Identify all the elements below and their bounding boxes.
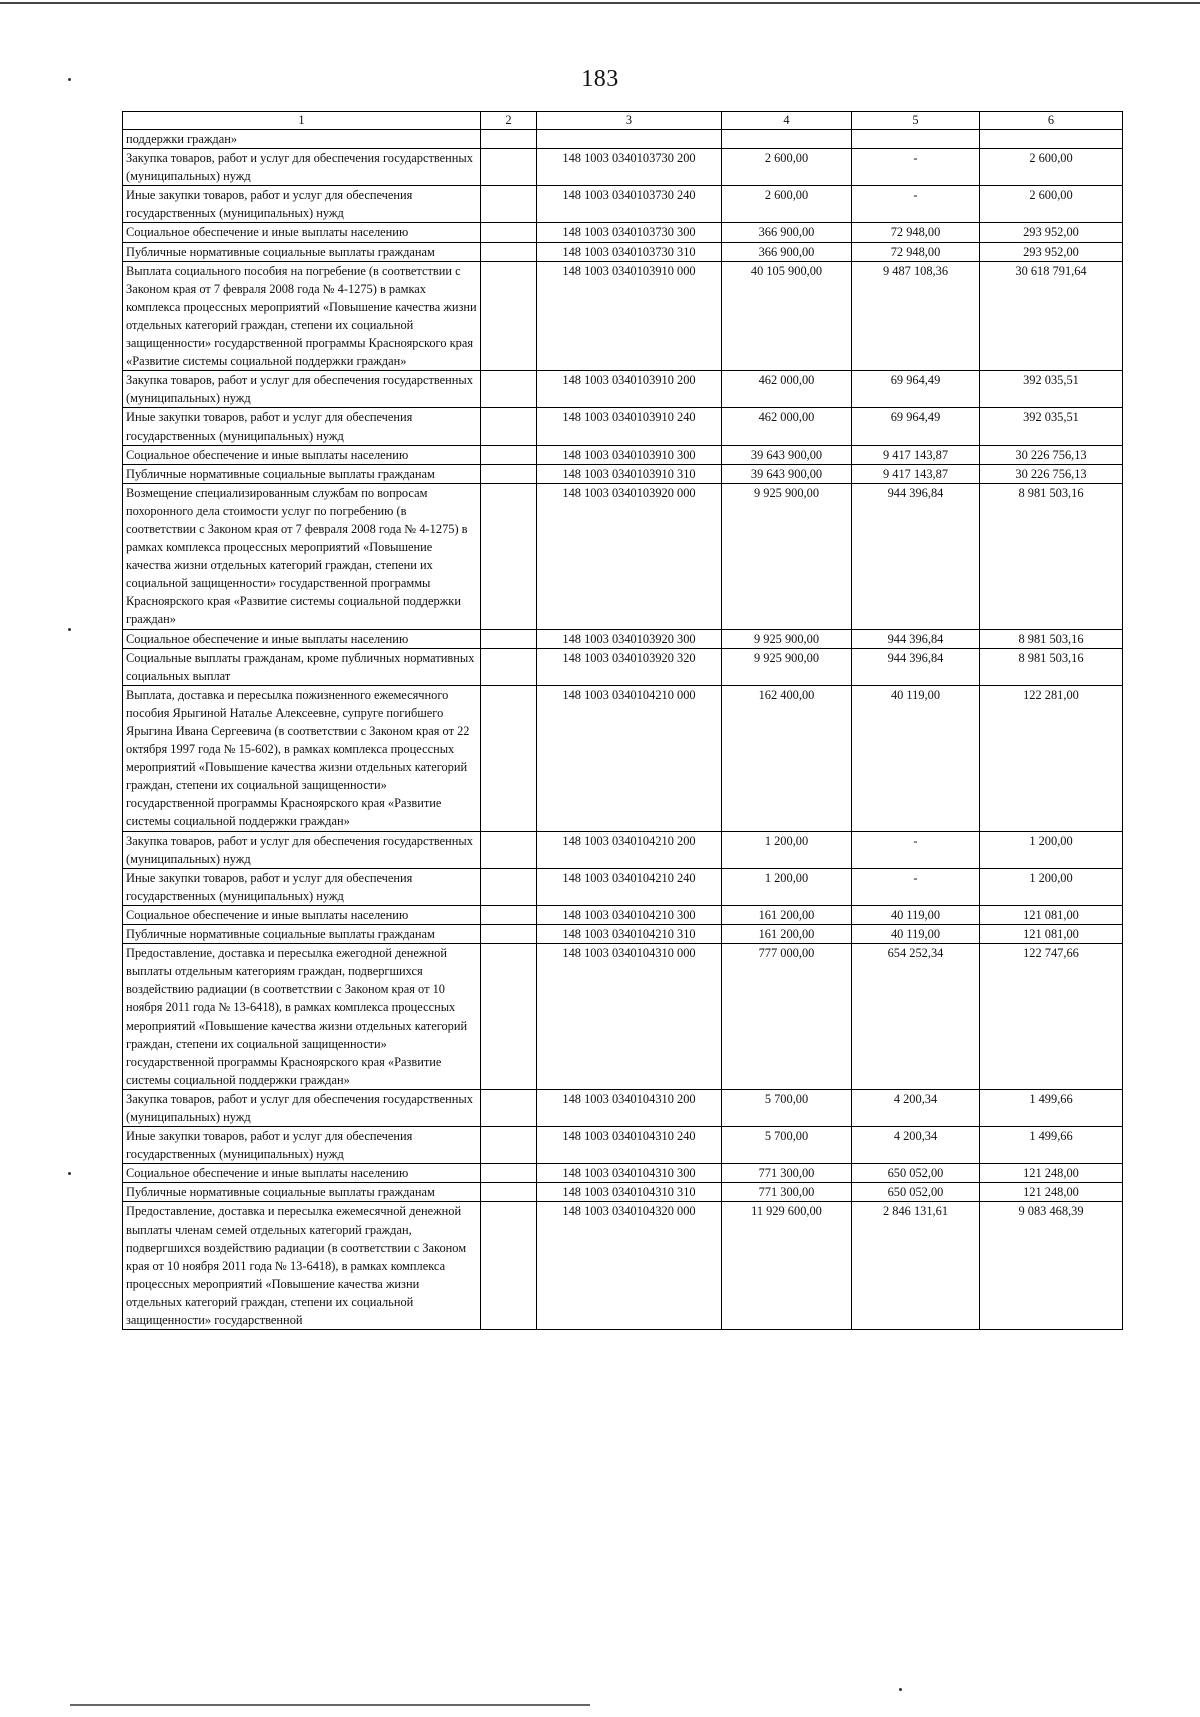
row-col6-cell: 293 952,00 — [980, 223, 1123, 242]
row-col4-cell: 366 900,00 — [722, 223, 852, 242]
header-cell-2: 2 — [481, 112, 537, 130]
row-col6-cell: 8 981 503,16 — [980, 648, 1123, 685]
row-col4-cell: 1 200,00 — [722, 831, 852, 868]
table-row — [123, 1183, 1123, 1202]
row-name-cell: Иные закупки товаров, работ и услуг для обеспечения государственных (муниципальных) нужд — [123, 408, 481, 445]
row-col5-cell: 40 119,00 — [852, 905, 980, 924]
table-row — [123, 130, 1123, 149]
row-name-cell: Предоставление, доставка и пересылка ежегодной денежной выплаты отдельным категориям граждан, подвергшихся воздействию радиации (в соответствии с Законом края от 10 ноября 2011 года № 13-6418), в рамках комплекса процессных мероприятий «Повышение качества жизни отдельных категорий граждан, степени их социальной защищенности» государственной программы Красноярского края «Развитие системы социальной поддержки граждан» — [123, 944, 481, 1090]
row-col5-cell: 40 119,00 — [852, 685, 980, 831]
row-col6-cell: 121 081,00 — [980, 905, 1123, 924]
row-col5-cell: - — [852, 186, 980, 223]
row-col5-cell: 40 119,00 — [852, 925, 980, 944]
row-name-cell: Социальное обеспечение и иные выплаты населению — [123, 223, 481, 242]
table-row — [123, 408, 1123, 445]
row-col2-cell — [481, 1183, 537, 1202]
row-col4-cell: 1 200,00 — [722, 868, 852, 905]
scan-speck — [68, 1172, 71, 1175]
header-cell-1: 1 — [123, 112, 481, 130]
row-col5-cell: 9 487 108,36 — [852, 261, 980, 371]
row-col2-cell — [481, 261, 537, 371]
row-col5-cell: 944 396,84 — [852, 483, 980, 629]
table-row — [123, 944, 1123, 1090]
row-col6-cell: 30 618 791,64 — [980, 261, 1123, 371]
table-row — [123, 483, 1123, 629]
row-col2-cell — [481, 1202, 537, 1330]
row-name-cell: Возмещение специализированным службам по вопросам похоронного дела стоимости услуг по погребению (в соответствии с Законом края от 7 февраля 2008 года № 4-1275) в рамках комплекса процессных мероприятий «Повышение качества жизни отдельных категорий граждан, степени их социальной защищенности» государственной программы Красноярского края «Развитие системы социальной поддержки граждан» — [123, 483, 481, 629]
row-col4-cell: 9 925 900,00 — [722, 648, 852, 685]
scan-speck — [68, 78, 71, 81]
row-code-cell: 148 1003 0340103920 300 — [537, 629, 722, 648]
row-col6-cell: 1 499,66 — [980, 1127, 1123, 1164]
scan-speck — [68, 628, 71, 631]
row-col5-cell: 944 396,84 — [852, 629, 980, 648]
table-row — [123, 261, 1123, 371]
header-cell-6: 6 — [980, 112, 1123, 130]
table-row — [123, 925, 1123, 944]
row-name-cell: Закупка товаров, работ и услуг для обеспечения государственных (муниципальных) нужд — [123, 831, 481, 868]
table-row — [123, 868, 1123, 905]
table-row — [123, 1202, 1123, 1330]
row-col4-cell: 161 200,00 — [722, 925, 852, 944]
row-code-cell: 148 1003 0340103910 300 — [537, 445, 722, 464]
row-col2-cell — [481, 445, 537, 464]
row-code-cell: 148 1003 0340104210 300 — [537, 905, 722, 924]
row-col4-cell: 39 643 900,00 — [722, 445, 852, 464]
row-code-cell: 148 1003 0340104210 000 — [537, 685, 722, 831]
row-code-cell: 148 1003 0340104210 200 — [537, 831, 722, 868]
row-code-cell: 148 1003 0340104210 240 — [537, 868, 722, 905]
row-name-cell: Закупка товаров, работ и услуг для обеспечения государственных (муниципальных) нужд — [123, 371, 481, 408]
row-name-cell: Публичные нормативные социальные выплаты гражданам — [123, 242, 481, 261]
row-name-cell: Публичные нормативные социальные выплаты гражданам — [123, 925, 481, 944]
row-col6-cell: 122 747,66 — [980, 944, 1123, 1090]
row-name-cell: Иные закупки товаров, работ и услуг для обеспечения государственных (муниципальных) нужд — [123, 868, 481, 905]
row-code-cell: 148 1003 0340104210 310 — [537, 925, 722, 944]
bottom-scan-rule — [70, 1704, 590, 1706]
row-col2-cell — [481, 186, 537, 223]
row-col4-cell: 162 400,00 — [722, 685, 852, 831]
row-col2-cell — [481, 685, 537, 831]
row-col4-cell — [722, 130, 852, 149]
row-name-cell: Выплата социального пособия на погребение (в соответствии с Законом края от 7 февраля 2008 года № 4-1275) в рамках комплекса процессных мероприятий «Повышение качества жизни отдельных категорий граждан, степени их социальной защищенности» государственной программы Красноярского края «Развитие системы социальной поддержки граждан» — [123, 261, 481, 371]
budget-table — [122, 111, 1123, 1330]
table-row — [123, 831, 1123, 868]
row-col5-cell: 72 948,00 — [852, 242, 980, 261]
row-col2-cell — [481, 868, 537, 905]
row-col5-cell: 69 964,49 — [852, 408, 980, 445]
row-code-cell: 148 1003 0340103910 200 — [537, 371, 722, 408]
row-col4-cell: 2 600,00 — [722, 186, 852, 223]
row-name-cell: Закупка товаров, работ и услуг для обеспечения государственных (муниципальных) нужд — [123, 1089, 481, 1126]
row-name-cell: Выплата, доставка и пересылка пожизненного ежемесячного пособия Ярыгиной Наталье Алексеевне, супруге погибшего Ярыгина Ивана Сергеевича (в соответствии с Законом края от 22 октября 1997 года № 15-602), в рамках комплекса процессных мероприятий «Повышение качества жизни отдельных категорий граждан, степени их социальной защищенности» государственной программы Красноярского края «Развитие системы социальной поддержки граждан» — [123, 685, 481, 831]
row-col6-cell: 392 035,51 — [980, 371, 1123, 408]
header-cell-5: 5 — [852, 112, 980, 130]
row-col6-cell — [980, 130, 1123, 149]
row-col2-cell — [481, 925, 537, 944]
table-row — [123, 149, 1123, 186]
table-row — [123, 242, 1123, 261]
page-number: 183 — [581, 66, 619, 92]
row-col2-cell — [481, 130, 537, 149]
row-col6-cell: 122 281,00 — [980, 685, 1123, 831]
table-row — [123, 1127, 1123, 1164]
budget-table-container — [122, 111, 1122, 1330]
row-col5-cell: 944 396,84 — [852, 648, 980, 685]
row-name-cell: Публичные нормативные социальные выплаты гражданам — [123, 464, 481, 483]
row-col6-cell: 2 600,00 — [980, 149, 1123, 186]
row-col4-cell: 777 000,00 — [722, 944, 852, 1090]
row-col5-cell: - — [852, 831, 980, 868]
row-code-cell: 148 1003 0340103920 320 — [537, 648, 722, 685]
row-name-cell: Социальное обеспечение и иные выплаты населению — [123, 629, 481, 648]
row-name-cell: поддержки граждан» — [123, 130, 481, 149]
table-body — [123, 130, 1123, 1330]
row-col5-cell — [852, 130, 980, 149]
table-header-row — [123, 112, 1123, 130]
row-col5-cell: 2 846 131,61 — [852, 1202, 980, 1330]
row-col2-cell — [481, 371, 537, 408]
row-col2-cell — [481, 223, 537, 242]
row-col5-cell: 654 252,34 — [852, 944, 980, 1090]
row-col4-cell: 462 000,00 — [722, 371, 852, 408]
row-col2-cell — [481, 483, 537, 629]
row-col2-cell — [481, 408, 537, 445]
row-code-cell: 148 1003 0340104310 310 — [537, 1183, 722, 1202]
table-row — [123, 223, 1123, 242]
row-col5-cell: 69 964,49 — [852, 371, 980, 408]
row-col4-cell: 161 200,00 — [722, 905, 852, 924]
row-col4-cell: 771 300,00 — [722, 1183, 852, 1202]
row-col5-cell: 4 200,34 — [852, 1127, 980, 1164]
table-row — [123, 629, 1123, 648]
row-col4-cell: 9 925 900,00 — [722, 483, 852, 629]
row-name-cell: Закупка товаров, работ и услуг для обеспечения государственных (муниципальных) нужд — [123, 149, 481, 186]
table-row — [123, 1089, 1123, 1126]
row-col4-cell: 366 900,00 — [722, 242, 852, 261]
row-name-cell: Публичные нормативные социальные выплаты гражданам — [123, 1183, 481, 1202]
row-name-cell: Предоставление, доставка и пересылка ежемесячной денежной выплаты членам семей отдельных категорий граждан, подвергшихся воздействию радиации (в соответствии с Законом края от 10 ноября 2011 года № 13-6418), в рамках комплекса процессных мероприятий «Повышение качества жизни отдельных категорий граждан, степени их социальной защищенности» государственной — [123, 1202, 481, 1330]
row-col5-cell: 9 417 143,87 — [852, 464, 980, 483]
row-col6-cell: 8 981 503,16 — [980, 629, 1123, 648]
row-col2-cell — [481, 944, 537, 1090]
row-code-cell: 148 1003 0340104310 200 — [537, 1089, 722, 1126]
row-code-cell: 148 1003 0340103730 200 — [537, 149, 722, 186]
row-col2-cell — [481, 1127, 537, 1164]
row-col6-cell: 392 035,51 — [980, 408, 1123, 445]
row-code-cell: 148 1003 0340103910 310 — [537, 464, 722, 483]
row-col2-cell — [481, 648, 537, 685]
table-row — [123, 186, 1123, 223]
row-code-cell: 148 1003 0340104310 300 — [537, 1164, 722, 1183]
row-col2-cell — [481, 1164, 537, 1183]
row-col6-cell: 8 981 503,16 — [980, 483, 1123, 629]
row-col4-cell: 771 300,00 — [722, 1164, 852, 1183]
row-code-cell: 148 1003 0340103730 240 — [537, 186, 722, 223]
row-col2-cell — [481, 242, 537, 261]
row-name-cell: Иные закупки товаров, работ и услуг для обеспечения государственных (муниципальных) нужд — [123, 1127, 481, 1164]
row-code-cell: 148 1003 0340103910 240 — [537, 408, 722, 445]
row-col6-cell: 121 248,00 — [980, 1183, 1123, 1202]
row-code-cell: 148 1003 0340104310 240 — [537, 1127, 722, 1164]
row-col4-cell: 462 000,00 — [722, 408, 852, 445]
row-col5-cell: - — [852, 149, 980, 186]
row-name-cell: Социальное обеспечение и иные выплаты населению — [123, 445, 481, 464]
table-row — [123, 648, 1123, 685]
row-col6-cell: 2 600,00 — [980, 186, 1123, 223]
row-col5-cell: 72 948,00 — [852, 223, 980, 242]
row-col6-cell: 121 081,00 — [980, 925, 1123, 944]
header-cell-3: 3 — [537, 112, 722, 130]
row-col6-cell: 121 248,00 — [980, 1164, 1123, 1183]
row-col2-cell — [481, 1089, 537, 1126]
row-col6-cell: 9 083 468,39 — [980, 1202, 1123, 1330]
row-code-cell: 148 1003 0340104320 000 — [537, 1202, 722, 1330]
row-col5-cell: 650 052,00 — [852, 1164, 980, 1183]
row-col6-cell: 30 226 756,13 — [980, 464, 1123, 483]
row-col5-cell: - — [852, 868, 980, 905]
row-col4-cell: 5 700,00 — [722, 1089, 852, 1126]
row-col6-cell: 1 200,00 — [980, 868, 1123, 905]
table-row — [123, 464, 1123, 483]
row-code-cell: 148 1003 0340103920 000 — [537, 483, 722, 629]
row-code-cell: 148 1003 0340103730 300 — [537, 223, 722, 242]
table-row — [123, 445, 1123, 464]
table-row — [123, 905, 1123, 924]
row-col4-cell: 11 929 600,00 — [722, 1202, 852, 1330]
row-col6-cell: 293 952,00 — [980, 242, 1123, 261]
row-name-cell: Иные закупки товаров, работ и услуг для обеспечения государственных (муниципальных) нужд — [123, 186, 481, 223]
row-name-cell: Социальное обеспечение и иные выплаты населению — [123, 905, 481, 924]
row-col6-cell: 30 226 756,13 — [980, 445, 1123, 464]
row-name-cell: Социальное обеспечение и иные выплаты населению — [123, 1164, 481, 1183]
row-col4-cell: 9 925 900,00 — [722, 629, 852, 648]
top-scan-rule — [0, 2, 1200, 4]
row-col2-cell — [481, 905, 537, 924]
header-cell-4: 4 — [722, 112, 852, 130]
row-col4-cell: 5 700,00 — [722, 1127, 852, 1164]
scan-speck — [899, 1688, 902, 1691]
row-col5-cell: 4 200,34 — [852, 1089, 980, 1126]
row-col6-cell: 1 499,66 — [980, 1089, 1123, 1126]
row-col6-cell: 1 200,00 — [980, 831, 1123, 868]
table-row — [123, 371, 1123, 408]
table-row — [123, 685, 1123, 831]
row-col2-cell — [481, 149, 537, 186]
row-col2-cell — [481, 629, 537, 648]
row-col4-cell: 2 600,00 — [722, 149, 852, 186]
row-col5-cell: 9 417 143,87 — [852, 445, 980, 464]
row-col4-cell: 39 643 900,00 — [722, 464, 852, 483]
row-col5-cell: 650 052,00 — [852, 1183, 980, 1202]
row-code-cell: 148 1003 0340104310 000 — [537, 944, 722, 1090]
row-col2-cell — [481, 831, 537, 868]
row-code-cell: 148 1003 0340103730 310 — [537, 242, 722, 261]
table-row — [123, 1164, 1123, 1183]
row-code-cell: 148 1003 0340103910 000 — [537, 261, 722, 371]
row-code-cell — [537, 130, 722, 149]
row-col4-cell: 40 105 900,00 — [722, 261, 852, 371]
row-name-cell: Социальные выплаты гражданам, кроме публичных нормативных социальных выплат — [123, 648, 481, 685]
row-col2-cell — [481, 464, 537, 483]
